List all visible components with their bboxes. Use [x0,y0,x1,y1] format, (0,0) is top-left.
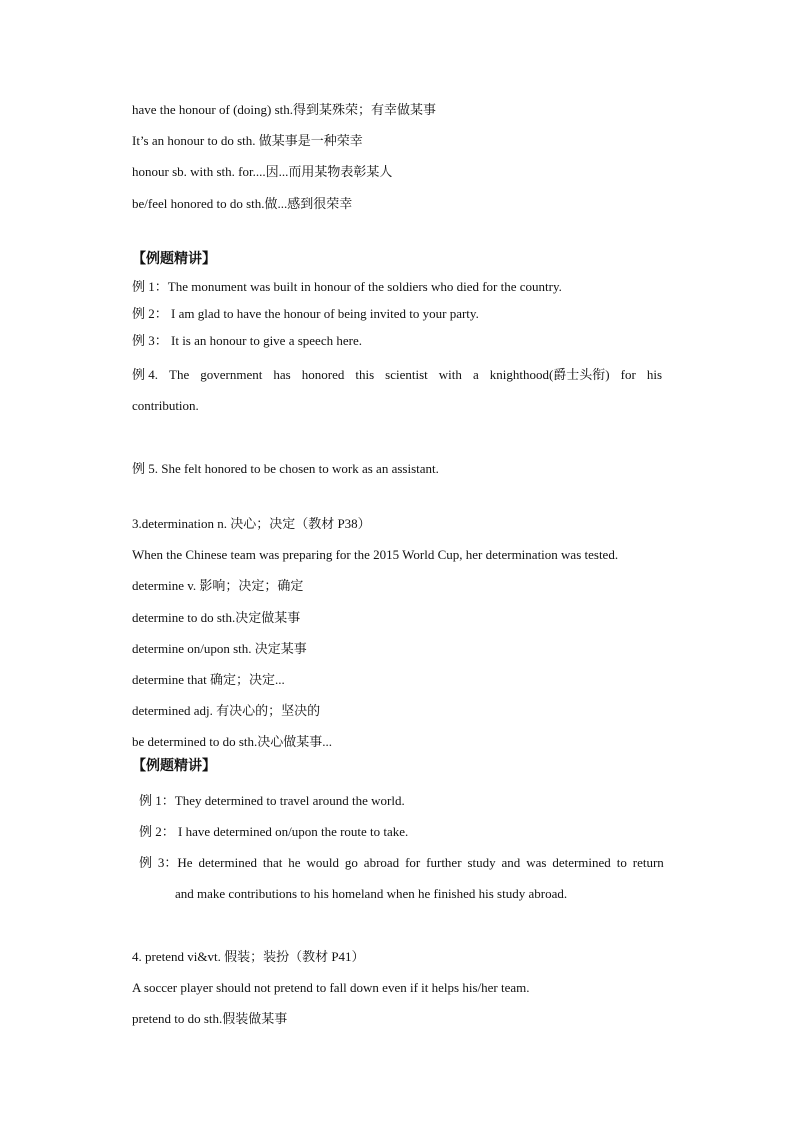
section-4-sentence: A soccer player should not pretend to fall down even if it helps his/her team. [132,980,530,995]
word: for [405,855,421,870]
word: study [467,855,496,870]
example-1-1: 例 1：The monument was built in honour of the soldiers who died for the country. [132,279,562,294]
word: go [344,855,358,870]
section-3-title: 3.determination n. 决心；决定（教材 P38） [132,516,371,531]
example-1-4-line [132,367,662,383]
phrase-determine-to-do: determine to do sth.决定做某事 [132,610,301,625]
word: further [426,855,462,870]
phrase-its-an-honour: It’s an honour to do sth. 做某事是一种荣幸 [132,133,363,148]
example-2-3-continuation: and make contributions to his homeland when he finished his study abroad. [175,886,568,901]
phrase-determine-v: determine v. 影响；决定；确定 [132,578,304,593]
section-4-title: 4. pretend vi&vt. 假装；装扮（教材 P41） [132,949,365,964]
example-2-1: 例 1：They determined to travel around the world. [139,793,405,808]
word: honored [301,367,345,382]
word: this [355,367,375,382]
example-1-3: 例 3： It is an honour to give a speech here. [132,333,362,348]
phrase-pretend-to-do: pretend to do sth.假装做某事 [132,1011,288,1026]
examples-heading-2: 【例题精讲】 [132,759,216,774]
word: government [200,367,263,382]
word: a [472,367,479,382]
word: knighthood(爵士头衔) [489,367,610,382]
word: The [169,367,190,382]
phrase-be-determined: be determined to do sth.决心做某事... [132,734,333,749]
example-2-3-line [139,855,664,871]
phrase-determine-on: determine on/upon sth. 决定某事 [132,641,307,656]
section-3-sentence: When the Chinese team was preparing for the 2015 World Cup, her determination was tested. [132,547,619,562]
word: was [526,855,547,870]
word: he [288,855,301,870]
example-1-5: 例 5. She felt honored to be chosen to work as an assistant. [132,461,439,476]
word: 例 [139,855,153,870]
word: and [501,855,521,870]
phrase-determined-adj: determined adj. 有决心的；坚决的 [132,703,321,718]
word: scientist [385,367,428,382]
word: to [616,855,627,870]
phrase-have-the-honour: have the honour of (doing) sth.得到某殊荣；有幸做某事 [132,102,437,117]
word: determined [552,855,611,870]
word: for [620,367,636,382]
examples-heading-1: 【例题精讲】 [132,252,216,267]
word: that [262,855,283,870]
word: 例 4. [132,367,159,382]
example-1-2: 例 2： I am glad to have the honour of being invited to your party. [132,306,479,321]
example-1-4-continuation: contribution. [132,398,199,413]
word: his [646,367,662,382]
word: abroad [363,855,400,870]
word: would [306,855,339,870]
word: has [273,367,291,382]
word: with [438,367,462,382]
phrase-feel-honored: be/feel honored to do sth.做...感到很荣幸 [132,196,353,211]
phrase-honour-sb-with-sth: honour sb. with sth. for....因...而用某物表彰某人 [132,164,393,179]
example-2-2: 例 2： I have determined on/upon the route to take. [139,824,409,839]
word: determined [198,855,257,870]
phrase-determine-that: determine that 确定；决定... [132,672,285,687]
word: 3：He [157,855,193,870]
word: return [632,855,664,870]
